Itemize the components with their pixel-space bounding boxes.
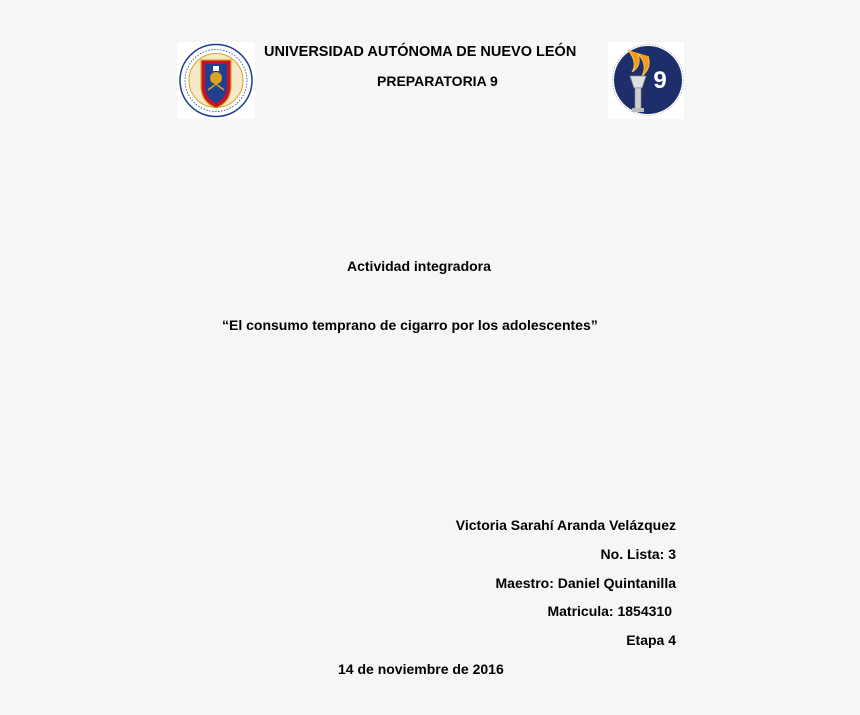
list-number: No. Lista: 3 bbox=[600, 546, 676, 562]
teacher-name: Maestro: Daniel Quintanilla bbox=[495, 575, 676, 591]
university-name: UNIVERSIDAD AUTÓNOMA DE NUEVO LEÓN bbox=[264, 44, 577, 60]
activity-label: Actividad integradora bbox=[347, 258, 491, 274]
enrollment-number: Matricula: 1854310 bbox=[547, 603, 672, 619]
author-name: Victoria Sarahí Aranda Velázquez bbox=[455, 517, 676, 533]
uanl-seal-icon bbox=[177, 42, 255, 119]
document-date: 14 de noviembre de 2016 bbox=[338, 661, 504, 677]
prepa9-torch-icon bbox=[608, 42, 684, 119]
prepa9-numeral: 9 bbox=[653, 67, 667, 94]
stage-label: Etapa 4 bbox=[626, 632, 676, 648]
school-name: PREPARATORIA 9 bbox=[377, 73, 498, 89]
document-title: “El consumo temprano de cigarro por los adolescentes” bbox=[222, 317, 598, 333]
